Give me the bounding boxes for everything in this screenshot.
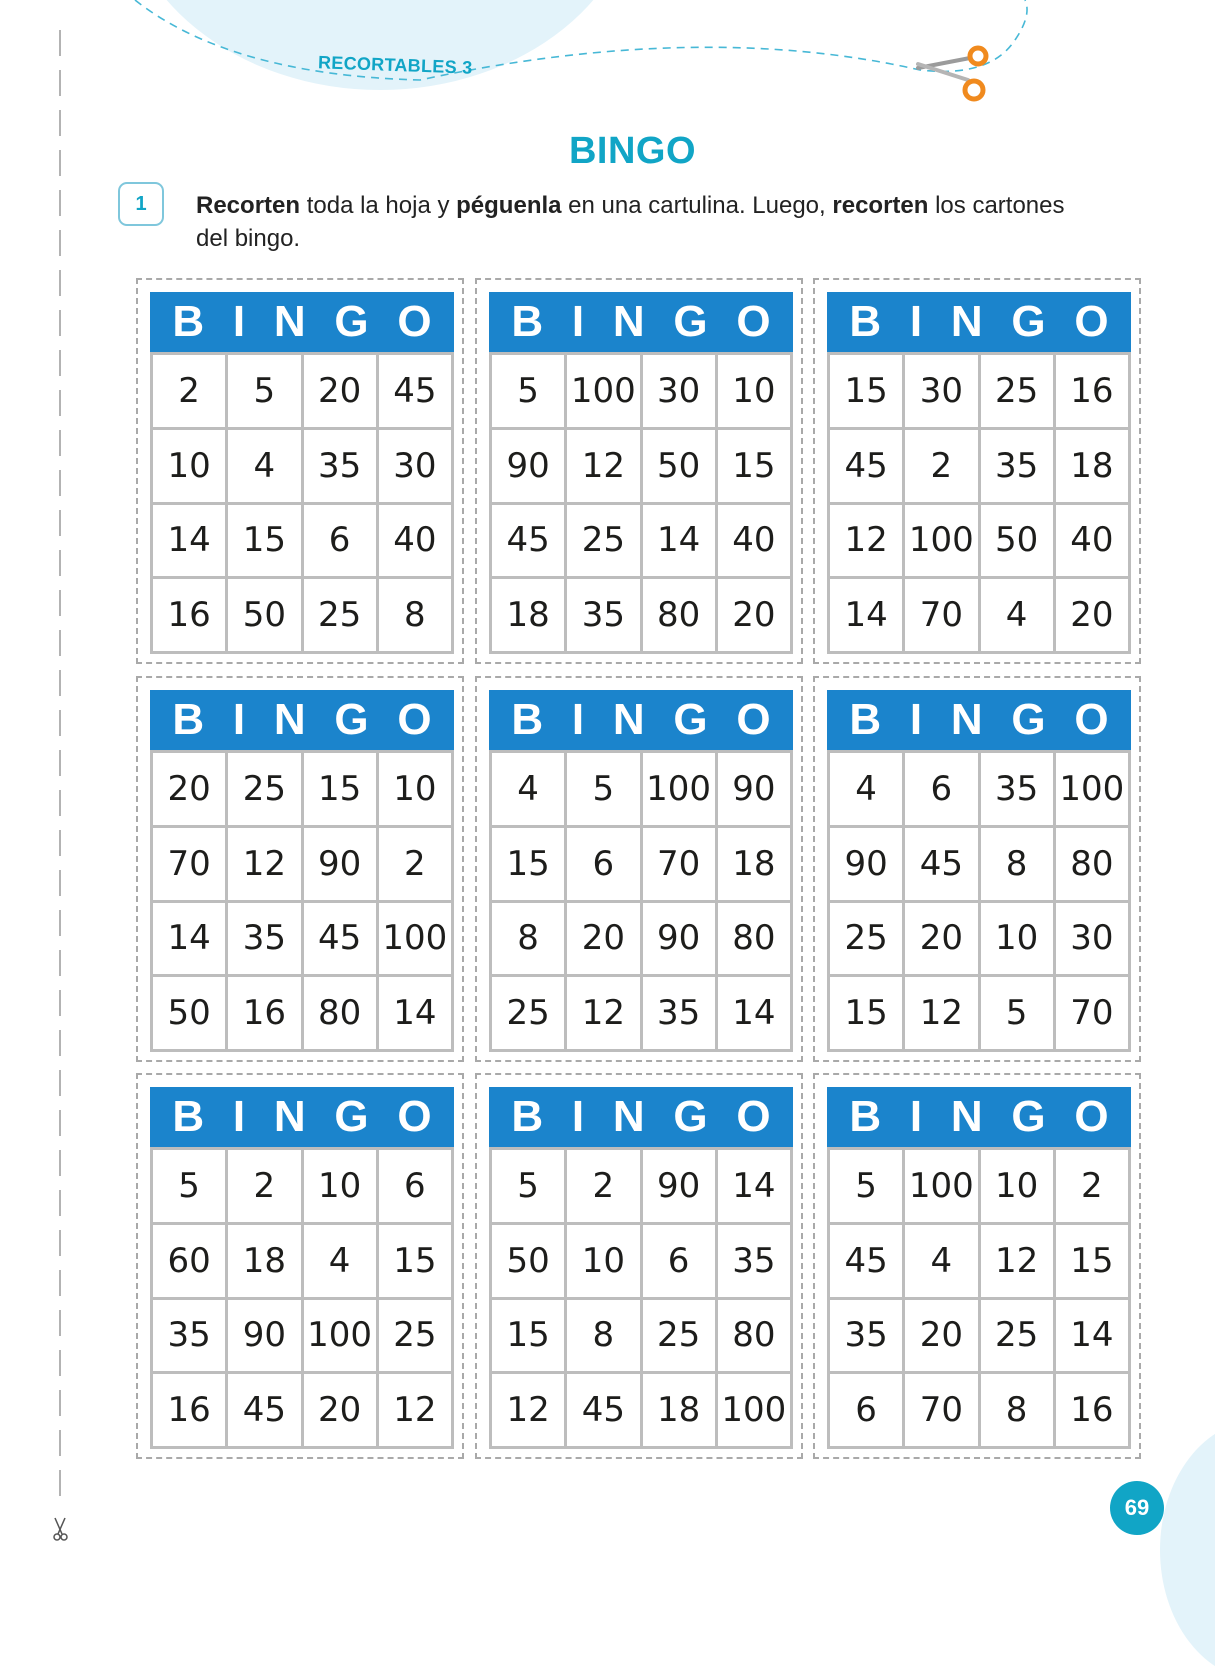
bingo-header-letter: B (172, 695, 205, 744)
bingo-card-body (150, 292, 454, 654)
bingo-cell: 35 (153, 1300, 225, 1372)
bingo-cell: 70 (905, 1374, 977, 1446)
bingo-cell: 80 (304, 977, 376, 1049)
bingo-cell: 35 (643, 977, 715, 1049)
bingo-cell: 20 (718, 579, 790, 651)
bingo-cell: 100 (905, 505, 977, 577)
bingo-card (475, 1073, 803, 1459)
bingo-cell: 25 (228, 753, 300, 825)
bingo-cell: 15 (379, 1225, 451, 1297)
bingo-cell: 30 (379, 430, 451, 502)
bingo-cell: 16 (153, 579, 225, 651)
bingo-cell: 45 (905, 828, 977, 900)
bingo-number-grid (492, 753, 790, 1049)
bingo-cell: 15 (304, 753, 376, 825)
bingo-cell: 4 (905, 1225, 977, 1297)
bingo-cell: 70 (153, 828, 225, 900)
bingo-header-letter: O (736, 297, 771, 346)
bingo-header-letter: B (849, 1092, 882, 1141)
bingo-cell: 25 (981, 355, 1053, 427)
bingo-cell: 20 (567, 903, 639, 975)
section-label: RECORTABLES 3 (317, 52, 473, 78)
bingo-cell: 14 (379, 977, 451, 1049)
bingo-cell: 15 (492, 828, 564, 900)
bingo-header-letter: O (397, 695, 432, 744)
bingo-card-body (489, 292, 793, 654)
bingo-cell: 4 (304, 1225, 376, 1297)
bingo-cell: 80 (643, 579, 715, 651)
bingo-cell: 2 (228, 1150, 300, 1222)
bingo-header-letter: I (571, 1092, 585, 1141)
bingo-cell: 45 (228, 1374, 300, 1446)
bingo-cell: 5 (153, 1150, 225, 1222)
bingo-cell: 25 (492, 977, 564, 1049)
bingo-cell: 14 (830, 579, 902, 651)
bingo-cell: 50 (228, 579, 300, 651)
bingo-cell: 12 (228, 828, 300, 900)
bingo-cell: 45 (567, 1374, 639, 1446)
bingo-cell: 25 (304, 579, 376, 651)
bingo-cell: 12 (492, 1374, 564, 1446)
bingo-cell: 14 (718, 977, 790, 1049)
bingo-cell: 4 (492, 753, 564, 825)
bingo-cell: 14 (643, 505, 715, 577)
bingo-cell: 90 (718, 753, 790, 825)
bingo-card (136, 278, 464, 664)
bingo-cell: 45 (379, 355, 451, 427)
bingo-cell: 10 (981, 903, 1053, 975)
bingo-cell: 18 (1056, 430, 1128, 502)
top-cut-line (135, 0, 1027, 80)
bingo-card (475, 676, 803, 1062)
bingo-cell: 35 (718, 1225, 790, 1297)
bingo-card (136, 676, 464, 1062)
scissors-icon (918, 48, 986, 99)
page-title: BINGO (568, 130, 697, 172)
bingo-cell: 70 (905, 579, 977, 651)
bingo-card-body (150, 1087, 454, 1449)
bingo-cell: 35 (830, 1300, 902, 1372)
bingo-cell: 18 (492, 579, 564, 651)
bingo-cell: 12 (981, 1225, 1053, 1297)
bingo-cell: 6 (830, 1374, 902, 1446)
bingo-cell: 70 (643, 828, 715, 900)
bingo-header-letter: N (612, 297, 645, 346)
bingo-cell: 16 (228, 977, 300, 1049)
bingo-cell: 90 (304, 828, 376, 900)
bingo-cell: 30 (905, 355, 977, 427)
bingo-cell: 100 (718, 1374, 790, 1446)
bingo-cell: 80 (718, 903, 790, 975)
bingo-cell: 30 (1056, 903, 1128, 975)
bingo-cell: 10 (567, 1225, 639, 1297)
bingo-header-letter: O (1074, 695, 1109, 744)
bingo-cell: 18 (718, 828, 790, 900)
bingo-cell: 6 (643, 1225, 715, 1297)
bingo-cell: 20 (153, 753, 225, 825)
bingo-cell: 40 (718, 505, 790, 577)
bingo-cell: 6 (905, 753, 977, 825)
bingo-cell: 90 (492, 430, 564, 502)
bingo-card-header (827, 690, 1131, 750)
bingo-cell: 10 (304, 1150, 376, 1222)
bingo-cell: 35 (567, 579, 639, 651)
bingo-cell: 90 (643, 903, 715, 975)
bingo-cell: 6 (379, 1150, 451, 1222)
bingo-cell: 14 (1056, 1300, 1128, 1372)
bingo-header-letter: N (612, 1092, 645, 1141)
bingo-cell: 60 (153, 1225, 225, 1297)
bingo-cell: 16 (153, 1374, 225, 1446)
bingo-cell: 20 (1056, 579, 1128, 651)
bingo-cell: 35 (981, 753, 1053, 825)
bingo-cell: 10 (718, 355, 790, 427)
bingo-header-letter: G (673, 297, 708, 346)
bingo-cell: 15 (718, 430, 790, 502)
bingo-cell: 25 (981, 1300, 1053, 1372)
instruction-part: Recorten (196, 192, 301, 219)
bingo-header-letter: B (511, 297, 544, 346)
bingo-cell: 5 (567, 753, 639, 825)
bingo-cell: 40 (379, 505, 451, 577)
bingo-cell: 12 (567, 977, 639, 1049)
bingo-card-body (489, 690, 793, 1052)
bingo-cell: 35 (981, 430, 1053, 502)
instruction-text (196, 189, 1076, 255)
bingo-cell: 12 (905, 977, 977, 1049)
bingo-cell: 8 (379, 579, 451, 651)
bingo-header-letter: G (334, 1092, 369, 1141)
bingo-cell: 50 (153, 977, 225, 1049)
bingo-header-letter: N (950, 1092, 983, 1141)
bingo-number-grid (830, 355, 1128, 651)
bingo-header-letter: N (612, 695, 645, 744)
bingo-cell: 25 (643, 1300, 715, 1372)
bingo-header-letter: O (1074, 297, 1109, 346)
bingo-cell: 15 (228, 505, 300, 577)
instruction-part: los cartones del bingo. (196, 192, 1065, 252)
bingo-card-body (489, 1087, 793, 1449)
bingo-cell: 4 (228, 430, 300, 502)
bingo-cell: 18 (228, 1225, 300, 1297)
bingo-header-letter: O (397, 1092, 432, 1141)
bingo-header-letter: G (334, 297, 369, 346)
bingo-cell: 100 (643, 753, 715, 825)
bingo-header-letter: N (273, 1092, 306, 1141)
bingo-header-letter: B (511, 1092, 544, 1141)
bingo-cell: 15 (830, 977, 902, 1049)
bingo-card-body (827, 1087, 1131, 1449)
bingo-cell: 20 (304, 1374, 376, 1446)
bingo-header-letter: G (673, 695, 708, 744)
bingo-cell: 6 (304, 505, 376, 577)
bingo-cell: 25 (830, 903, 902, 975)
instruction-part: en una cartulina. Luego, (561, 192, 833, 219)
bingo-cell: 8 (981, 828, 1053, 900)
bingo-cell: 4 (830, 753, 902, 825)
bingo-cell: 4 (981, 579, 1053, 651)
bingo-card (813, 278, 1141, 664)
bingo-number-grid (153, 355, 451, 651)
bingo-cell: 12 (567, 430, 639, 502)
bingo-cell: 100 (304, 1300, 376, 1372)
bingo-cell: 80 (718, 1300, 790, 1372)
bingo-cell: 14 (153, 903, 225, 975)
bingo-cell: 25 (379, 1300, 451, 1372)
bingo-cell: 2 (567, 1150, 639, 1222)
bingo-cell: 16 (1056, 1374, 1128, 1446)
bingo-cell: 18 (643, 1374, 715, 1446)
bingo-header-letter: B (172, 1092, 205, 1141)
bingo-number-grid (153, 753, 451, 1049)
bingo-cell: 12 (379, 1374, 451, 1446)
bingo-card (813, 676, 1141, 1062)
bingo-card (813, 1073, 1141, 1459)
bingo-cell: 45 (492, 505, 564, 577)
activity-number-badge: 1 (118, 182, 164, 226)
bingo-cell: 50 (981, 505, 1053, 577)
bingo-cell: 2 (1056, 1150, 1128, 1222)
bingo-card (136, 1073, 464, 1459)
bingo-cell: 5 (228, 355, 300, 427)
bingo-header-letter: I (232, 297, 246, 346)
instruction-part: recorten (832, 192, 929, 219)
bingo-cell: 14 (153, 505, 225, 577)
bingo-header-letter: G (1011, 695, 1046, 744)
bingo-number-grid (153, 1150, 451, 1446)
bingo-cell: 8 (492, 903, 564, 975)
bingo-number-grid (830, 753, 1128, 1049)
bingo-number-grid (492, 1150, 790, 1446)
bingo-cell: 20 (905, 1300, 977, 1372)
bingo-card-header (150, 1087, 454, 1147)
bingo-cell: 90 (643, 1150, 715, 1222)
bingo-header-letter: G (1011, 1092, 1046, 1141)
bingo-card-header (489, 1087, 793, 1147)
bingo-card-header (489, 690, 793, 750)
bingo-header-letter: I (909, 297, 923, 346)
bingo-cell: 35 (304, 430, 376, 502)
bingo-cell: 14 (718, 1150, 790, 1222)
bingo-cell: 50 (643, 430, 715, 502)
bingo-card-header (827, 292, 1131, 352)
bingo-cell: 2 (379, 828, 451, 900)
bingo-card-header (150, 690, 454, 750)
bingo-cell: 15 (492, 1300, 564, 1372)
bingo-header-letter: B (849, 297, 882, 346)
bingo-cell: 10 (153, 430, 225, 502)
bingo-header-letter: B (849, 695, 882, 744)
bingo-cell: 16 (1056, 355, 1128, 427)
bingo-header-letter: G (673, 1092, 708, 1141)
bingo-header-letter: N (950, 695, 983, 744)
bingo-number-grid (492, 355, 790, 651)
bingo-cell: 15 (830, 355, 902, 427)
bingo-number-grid (830, 1150, 1128, 1446)
bingo-cell: 10 (981, 1150, 1053, 1222)
bingo-header-letter: N (273, 695, 306, 744)
bingo-cell: 20 (905, 903, 977, 975)
bingo-cell: 80 (1056, 828, 1128, 900)
bingo-card-body (827, 292, 1131, 654)
bingo-cell: 15 (1056, 1225, 1128, 1297)
bingo-card-header (489, 292, 793, 352)
bingo-cell: 10 (379, 753, 451, 825)
bingo-card-body (827, 690, 1131, 1052)
bingo-header-letter: I (909, 695, 923, 744)
bingo-cell: 45 (304, 903, 376, 975)
bingo-cell: 6 (567, 828, 639, 900)
bingo-cell: 100 (567, 355, 639, 427)
bingo-cell: 100 (379, 903, 451, 975)
bingo-cell: 2 (153, 355, 225, 427)
bingo-header-letter: I (909, 1092, 923, 1141)
bingo-header-letter: I (571, 695, 585, 744)
bingo-cell: 70 (1056, 977, 1128, 1049)
bingo-header-letter: B (172, 297, 205, 346)
bingo-cell: 45 (830, 430, 902, 502)
bingo-cell: 40 (1056, 505, 1128, 577)
bingo-cell: 100 (1056, 753, 1128, 825)
small-scissors-icon (54, 1518, 67, 1540)
bingo-header-letter: I (232, 1092, 246, 1141)
bingo-header-letter: N (950, 297, 983, 346)
bingo-cell: 45 (830, 1225, 902, 1297)
bingo-cell: 8 (567, 1300, 639, 1372)
bingo-header-letter: O (736, 1092, 771, 1141)
bingo-cell: 20 (304, 355, 376, 427)
bingo-cell: 8 (981, 1374, 1053, 1446)
bingo-header-letter: O (1074, 1092, 1109, 1141)
bingo-cell: 100 (905, 1150, 977, 1222)
bingo-header-letter: G (1011, 297, 1046, 346)
bingo-cell: 35 (228, 903, 300, 975)
bingo-header-letter: B (511, 695, 544, 744)
bingo-cell: 12 (830, 505, 902, 577)
bingo-header-letter: I (571, 297, 585, 346)
page-number: 69 (1110, 1481, 1164, 1535)
bingo-card (475, 278, 803, 664)
bingo-cell: 25 (567, 505, 639, 577)
instruction-part: toda la hoja y (300, 192, 457, 219)
bingo-cell: 90 (830, 828, 902, 900)
bingo-card-header (150, 292, 454, 352)
bingo-cell: 30 (643, 355, 715, 427)
bingo-header-letter: I (232, 695, 246, 744)
instruction-part: péguenla (456, 192, 562, 219)
bingo-cell: 5 (830, 1150, 902, 1222)
bingo-header-letter: N (273, 297, 306, 346)
bingo-cell: 50 (492, 1225, 564, 1297)
bingo-header-letter: O (736, 695, 771, 744)
bingo-cell: 5 (492, 1150, 564, 1222)
bingo-header-letter: O (397, 297, 432, 346)
bingo-header-letter: G (334, 695, 369, 744)
bingo-cell: 5 (492, 355, 564, 427)
bingo-cell: 90 (228, 1300, 300, 1372)
bingo-cell: 5 (981, 977, 1053, 1049)
bingo-card-body (150, 690, 454, 1052)
bingo-cell: 2 (905, 430, 977, 502)
bingo-card-header (827, 1087, 1131, 1147)
